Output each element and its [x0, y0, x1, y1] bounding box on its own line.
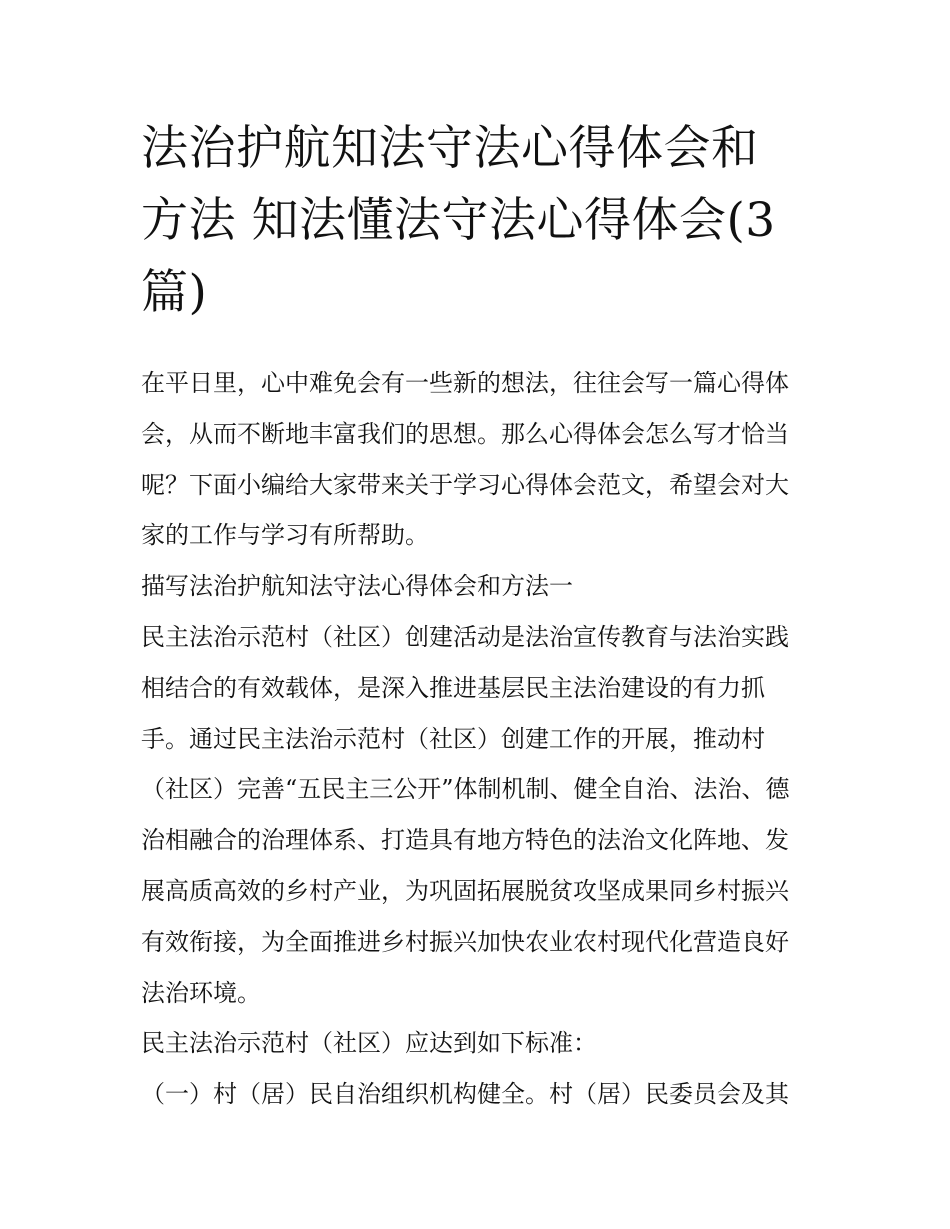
text-line: （社区）完善“五民主三公开”体制机制、健全自治、法治、德 — [141, 775, 790, 804]
title-line: 方法 知法懂法守法心得体会(3 — [141, 193, 776, 248]
text-line: 呢？下面小编给大家带来关于学习心得体会范文，希望会对大 — [141, 470, 789, 499]
text-line: 民主法治示范村（社区）创建活动是法治宣传教育与法治实践 — [141, 622, 789, 651]
text-line: 会，从而不断地丰富我们的思想。那么心得体会怎么写才恰当 — [141, 419, 789, 448]
text-line: 法治环境。 — [141, 978, 261, 1007]
text-line: 治相融合的治理体系、打造具有地方特色的法治文化阵地、发 — [141, 826, 789, 855]
title-line: 法治护航知法守法心得体会和 — [141, 121, 759, 176]
text-line: 在平日里，心中难免会有一些新的想法，往往会写一篇心得体 — [141, 369, 789, 397]
document-body — [141, 358, 821, 1120]
text-line: 展高质高效的乡村产业，为巩固拓展脱贫攻坚成果同乡村振兴 — [141, 876, 789, 905]
document-title — [141, 113, 821, 329]
text-line: 手。通过民主法治示范村（社区）创建工作的开展，推动村 — [141, 724, 765, 753]
title-line: 篇) — [141, 265, 208, 320]
intro-paragraph — [141, 358, 821, 561]
standards-intro — [141, 1018, 821, 1069]
text-line: 家的工作与学习有所帮助。 — [141, 521, 429, 550]
text-line: 相结合的有效载体，是深入推进基层民主法治建设的有力抓 — [141, 673, 765, 702]
list-item-paragraph — [141, 1069, 821, 1120]
body-paragraph — [141, 612, 821, 1018]
text-line: （一）村（居）民自治组织机构健全。村（居）民委员会及其 — [141, 1080, 789, 1109]
text-line: 描写法治护航知法守法心得体会和方法一 — [141, 572, 573, 601]
section-heading — [141, 561, 821, 612]
text-line: 民主法治示范村（社区）应达到如下标准： — [141, 1029, 597, 1058]
text-line: 有效衔接，为全面推进乡村振兴加快农业农村现代化营造良好 — [141, 927, 789, 956]
